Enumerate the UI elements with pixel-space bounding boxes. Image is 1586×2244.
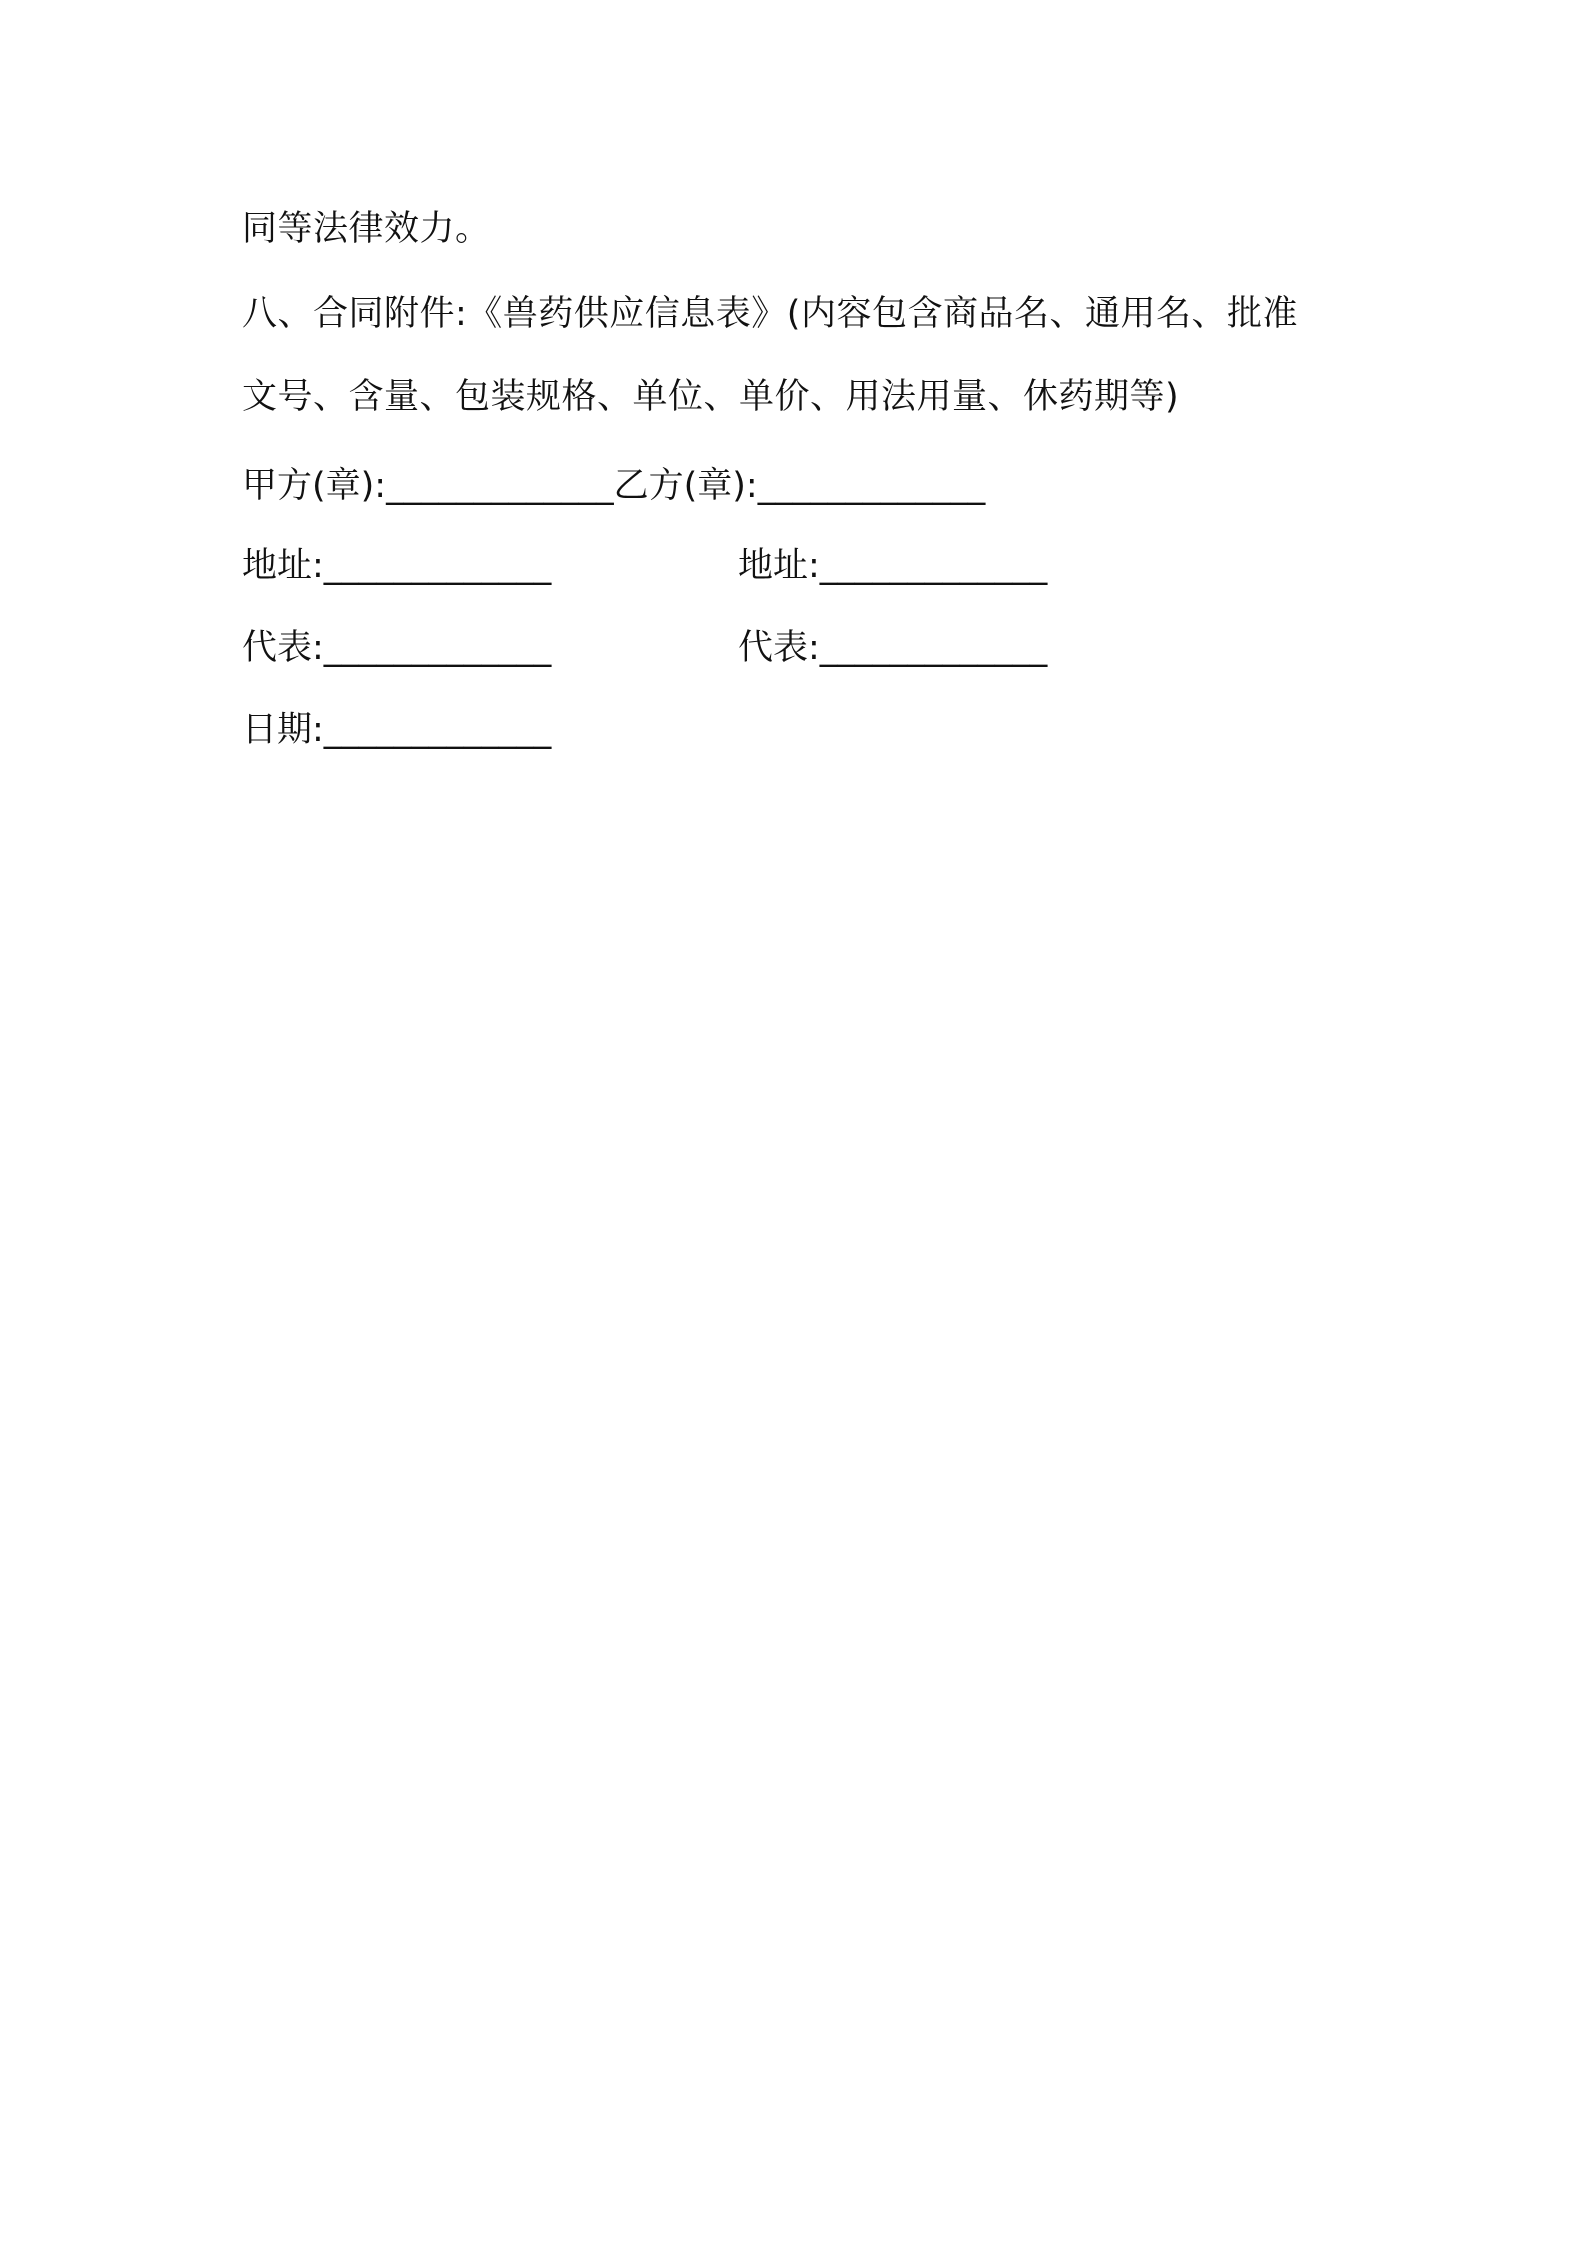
party-signature-row: 甲方(章):_____________乙方(章):_____________ — [242, 466, 986, 506]
signing-date: 日期:_____________ — [242, 710, 552, 750]
party-b-representative: 代表:_____________ — [738, 628, 1048, 668]
paragraph-line-2: 八、合同附件:《兽药供应信息表》(内容包含商品名、通用名、批准 — [242, 294, 1298, 334]
party-a-representative: 代表:_____________ — [242, 628, 552, 668]
paragraph-line-3: 文号、含量、包装规格、单位、单价、用法用量、休药期等) — [242, 377, 1180, 417]
paragraph-line-1: 同等法律效力。 — [242, 209, 491, 249]
party-a-address: 地址:_____________ — [242, 546, 552, 586]
party-b-address: 地址:_____________ — [738, 546, 1048, 586]
